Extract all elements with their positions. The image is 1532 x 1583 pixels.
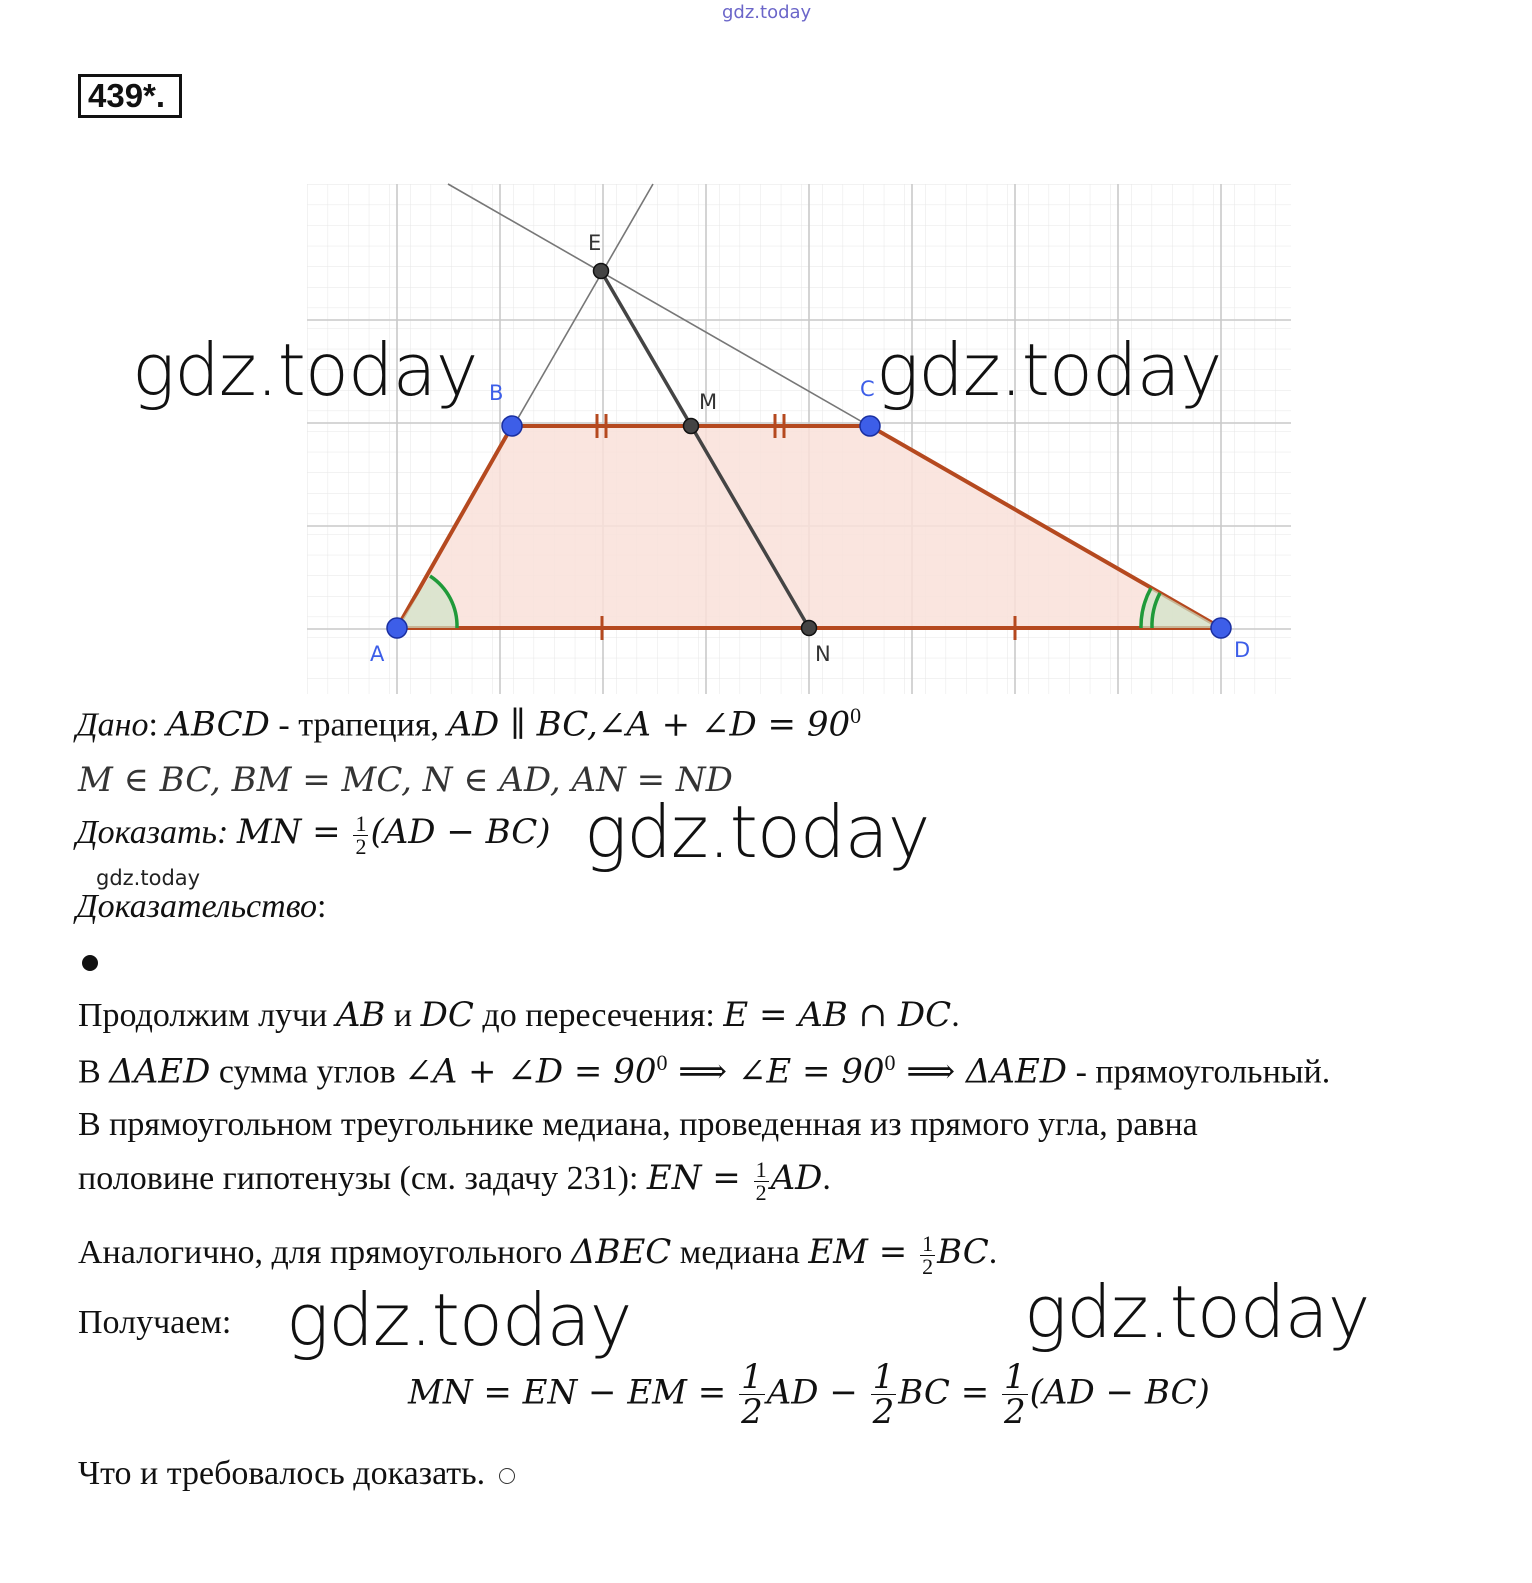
watermark-small: gdz.today <box>96 866 201 890</box>
given-text: - трапеция, <box>269 706 448 744</box>
given-label: Дано <box>76 706 149 744</box>
prove-fraction: $\frac{1}{2}$ <box>355 810 367 859</box>
watermark-3: gdz.today <box>584 790 930 874</box>
conclusion <box>78 1455 515 1493</box>
point-b <box>502 416 522 436</box>
given-line-1: Дано: ABCD - трапеция, AD ∥ BC,∠A + ∠D = $90^0$ <box>76 703 862 745</box>
point-n <box>802 621 817 636</box>
label-n: N <box>815 642 831 666</box>
label-m: M <box>699 390 718 414</box>
prove-label: Доказать: <box>76 814 229 851</box>
watermark-4: gdz.today <box>286 1278 632 1362</box>
given-figure: ABCD <box>166 704 270 745</box>
proof-line-4: половине гипотенузы (см. задачу 231): EN = $\frac{1}{2}$ AD. <box>78 1156 831 1205</box>
watermark-5: gdz.today <box>1024 1270 1370 1354</box>
label-a: A <box>370 642 385 666</box>
point-d <box>1211 618 1231 638</box>
final-formula: MN = EN − EM = $\frac{1}{2}$ AD − $\frac{1}{2}$ BC = $\frac{1}{2}$ (AD − BC) <box>408 1357 1210 1432</box>
proof-line-2: В ΔAED сумма углов ∠A + ∠D = $90^0$ ⟹ ∠E = $90^0$ ⟹ ΔAED - прямоугольный. <box>78 1050 1331 1092</box>
proof-label: Доказательство <box>76 888 318 925</box>
proof-line-6: Получаем: <box>78 1304 232 1341</box>
proof-line-5: Аналогично, для прямоугольного ΔBEC медиана EM = $\frac{1}{2}$ BC. <box>78 1230 998 1279</box>
given-line-2: M ∈ BC, BM = MC, N ∈ AD, AN = ND <box>78 760 733 800</box>
watermark-top: gdz.today <box>722 2 812 23</box>
label-e: E <box>588 231 602 255</box>
given-condition: AD ∥ BC,∠A + ∠D = 90 <box>447 704 851 745</box>
point-c <box>860 416 880 436</box>
proof-line-1: Продолжим лучи AB и DC до пересечения: E = AB ∩ DC. <box>78 995 960 1035</box>
qed-icon <box>499 1468 515 1484</box>
label-d: D <box>1234 638 1251 662</box>
prove-line <box>76 812 551 858</box>
prove-rhs: (AD − BC) <box>370 812 551 852</box>
proof-heading: Доказательство: <box>76 888 327 925</box>
proof-line-3: В прямоугольном треугольнике медиана, проведенная из прямого угла, равна <box>78 1106 1198 1143</box>
label-b: B <box>489 381 504 405</box>
label-c: C <box>860 377 875 401</box>
problem-number: 439*. <box>78 74 182 118</box>
watermark-2: gdz.today <box>876 328 1222 412</box>
point-e <box>594 264 609 279</box>
given-degree: 0 <box>850 703 862 728</box>
bullet <box>82 955 98 971</box>
point-m <box>684 419 699 434</box>
prove-lhs: MN = <box>236 812 352 852</box>
point-a <box>387 618 407 638</box>
watermark-1: gdz.today <box>132 328 478 412</box>
conclusion-text: Что и требовалось доказать. <box>78 1455 486 1492</box>
